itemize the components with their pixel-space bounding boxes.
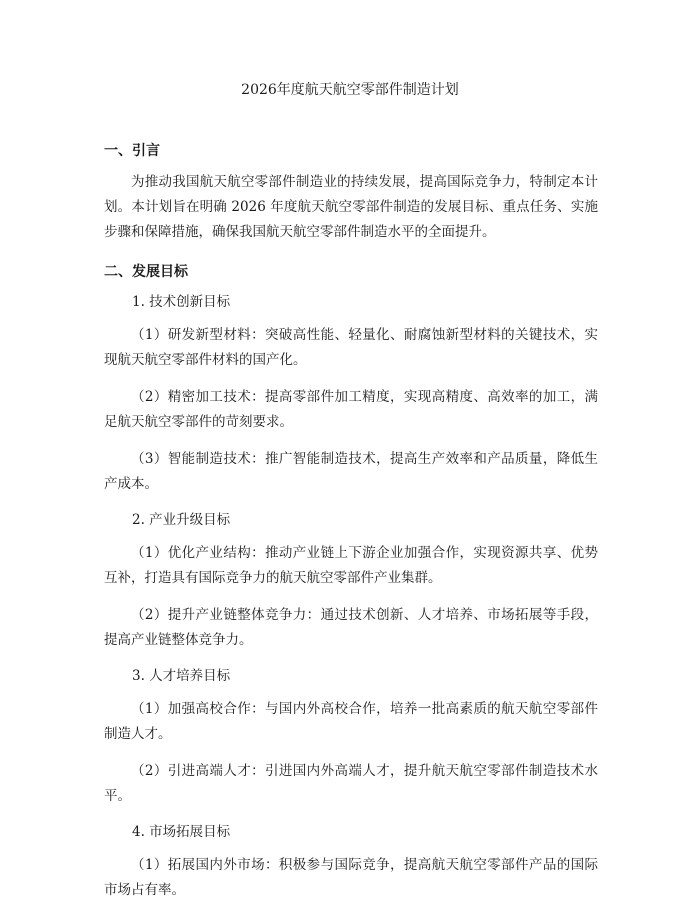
section-heading-introduction: 一、引言 xyxy=(104,143,160,159)
goal-group-title: 1. 技术创新目标 xyxy=(132,294,231,310)
goal-item: （1）研发新型材料：突破高性能、轻量化、耐腐蚀新型材料的关键技术，实现航天航空零部件材料的国产化。 xyxy=(104,327,598,368)
section-heading-goals: 二、发展目标 xyxy=(104,264,188,280)
document-body xyxy=(104,140,598,915)
goal-item: （1）拓展国内外市场：积极参与国际竞争，提高航天航空零部件产品的国际市场占有率。 xyxy=(104,857,598,898)
goal-item: （1）优化产业结构：推动产业链上下游企业加强合作，实现资源共享、优势互补，打造具有国际竞争力的航天航空零部件产业集群。 xyxy=(104,545,598,586)
goal-group-title: 3. 人才培养目标 xyxy=(132,668,231,684)
goal-group-title: 2. 产业升级目标 xyxy=(132,512,231,528)
goal-item: （1）加强高校合作：与国内外高校合作，培养一批高素质的航天航空零部件制造人才。 xyxy=(104,701,598,742)
goal-group-title: 4. 市场拓展目标 xyxy=(132,824,231,840)
document-title: 2026年度航天航空零部件制造计划 xyxy=(241,82,459,98)
goal-item: （3）智能制造技术：推广智能制造技术，提高生产效率和产品质量，降低生产成本。 xyxy=(104,451,598,492)
goal-item: （2）精密加工技术：提高零部件加工精度，实现高精度、高效率的加工，满足航天航空零部件的苛刻要求。 xyxy=(104,389,598,430)
introduction-paragraph: 为推动我国航天航空零部件制造业的持续发展，提高国际竞争力，特制定本计划。本计划旨在明确 2026 年度航天航空零部件制造的发展目标、重点任务、实施步骤和保障措施，确保我国航天航空零部件制造水平的全面提升。 xyxy=(104,174,598,240)
goal-item: （2）引进高端人才：引进国内外高端人才，提升航天航空零部件制造技术水平。 xyxy=(104,763,598,804)
goal-item: （2）提升产业链整体竞争力：通过技术创新、人才培养、市场拓展等手段，提高产业链整体竞争力。 xyxy=(104,607,598,648)
